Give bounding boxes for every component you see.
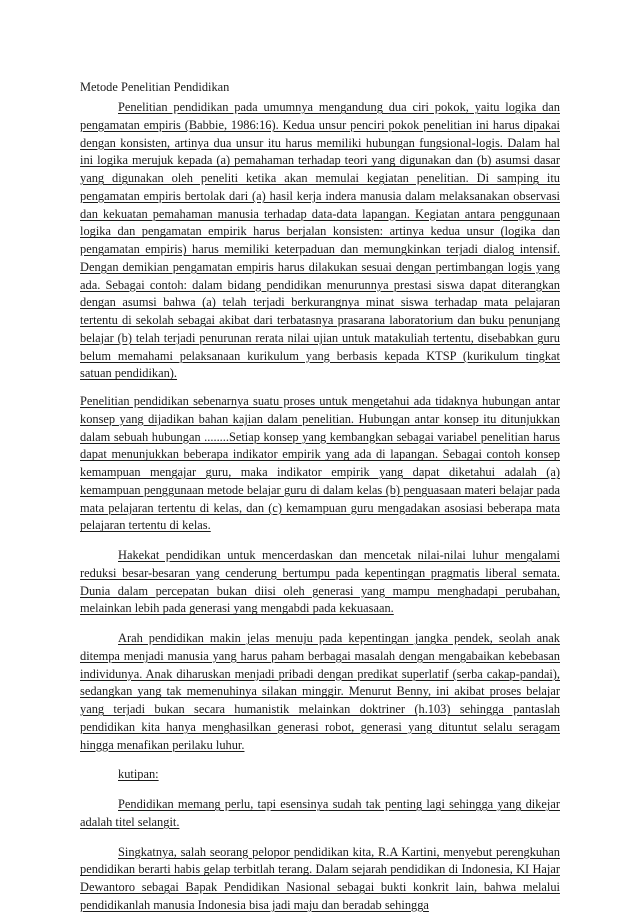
paragraph-gap: [80, 535, 560, 547]
paragraph-arah-pendidikan: Arah pendidikan makin jelas menuju pada kepentingan jangka pendek, seolah anak ditempa menjadi manusia yang harus paham berbagai masalah dengan mengabaikan kebebasan individunya. Anak diharuskan menjadi pribadi dengan predikat superlatif (serba cakap-pandai), sedangkan yang tak memenuhinya silakan minggir. Menurut Benny, ini akibat proses belajar yang terjadi bukan secara humanistik melainkan doktriner (h.103) sehingga pantaslah pendidikan kita hanya menghasilkan generasi robot, generasi yang dituntut selalu seragam hingga menafikan perilaku luhur.: [80, 631, 560, 752]
paragraph-gap: [80, 784, 560, 796]
paragraph-gap: [80, 754, 560, 766]
paragraph-kutipan-label: kutipan:: [118, 767, 159, 782]
paragraph-hubungan-konsep: Penelitian pendidikan sebenarnya suatu proses untuk mengetahui ada tidaknya hubungan antar konsep yang dijadikan bahan kajian dalam penelitian. Hubungan antar konsep itu ditunjukkan dalam sebuah hubungan ........Setiap konsep yang kembangkan sebagai variabel penelitian harus dapat menunjukkan beberapa indikator empirik yang ada di lapangan. Sebagai contoh konsep kemampuan mengajar guru, maka indikator empirik yang dapat diketahui adalah (a) kemampuan penggunaan metode belajar guru di dalam kelas (b) penguasaan materi belajar pada mata pelajaran tertentu di kelas, dan (c) kemampuan guru mengadakan asosiasi beberapa mata pelajaran tertentu di kelas.: [80, 394, 560, 533]
paragraph-kutipan: Pendidikan memang perlu, tapi esensinya sudah tak penting lagi sehingga yang dikejar adalah titel selangit.: [80, 797, 560, 829]
paragraph-hakekat-pendidikan: Hakekat pendidikan untuk mencerdaskan dan mencetak nilai-nilai luhur mengalami reduksi besar-besaran yang cenderung bertumpu pada kepentingan pragmatis liberal semata. Dunia dalam percepatan bukan diisi oleh generasi yang mampu menghadapi perubahan, melainkan lebih pada generasi yang mengabdi pada kekuasaan.: [80, 548, 560, 616]
paragraph-gap: [80, 832, 560, 844]
paragraph-logika-empiris: Penelitian pendidikan pada umumnya mengandung dua ciri pokok, yaitu logika dan pengamatan empiris (Babbie, 1986:16). Kedua unsur penciri pokok penelitian ini harus dipakai dengan konsisten, artinya dua unsur itu harus memiliki hubungan fungsional-logis. Dalam hal ini logika merujuk kepada (a) pemahaman terhadap teori yang digunakan dan (b) asumsi dasar yang digunakan oleh peneliti ketika akan memulai kegiatan penelitian. Di samping itu pengamatan empiris bertolak dari (a) hasil kerja indera manusia dalam melaksanakan observasi dan kekuatan pemahaman manusia terhadap data-data lapangan. Kegiatan antara penggunaan logika dan pengamatan empirik harus berjalan konsisten: artinya kedua unsur (logika dan pengamatan empiris) harus memiliki keterpaduan dan memungkinkan terjadi dialog intensif. Dengan demikian pengamatan empiris harus dilakukan sesuai dengan pertimbangan logis yang ada. Sebagai contoh: dalam bidang pendidikan menurunnya prestasi siswa dapat diterangkan dengan asumsi bahwa (a) telah terjadi berkurangnya minat siswa terhadap mata pelajaran tertentu di sekolah sebagai akibat dari terbatasnya prasarana laboratorium dan buku penunjang belajar (b) telah terjadi penurunan rerata nilai ujian untuk matakuliah tertentu, disebabkan guru belum memahami pelaksanaan kurikulum yang berbasis kepada KTSP (kurikulum tingkat satuan pendidikan).: [80, 100, 560, 381]
document-title: Metode Penelitian Pendidikan: [80, 80, 230, 94]
paragraph-gap: [80, 618, 560, 630]
paragraph-gap: [80, 383, 560, 393]
paragraph-kartini: Singkatnya, salah seorang pelopor pendidikan kita, R.A Kartini, menyebut perengkuhan pendidikan berarti habis gelap terbitlah terang. Dalam sejarah pendidikan di Indonesia, KI Hajar Dewantoro sebagai Bapak Pendidikan Nasional sebagai bukti konkrit lain, bahwa melalui pendidikanlah manusia Indonesia bisa jadi maju dan beradab sehingga: [80, 844, 560, 912]
